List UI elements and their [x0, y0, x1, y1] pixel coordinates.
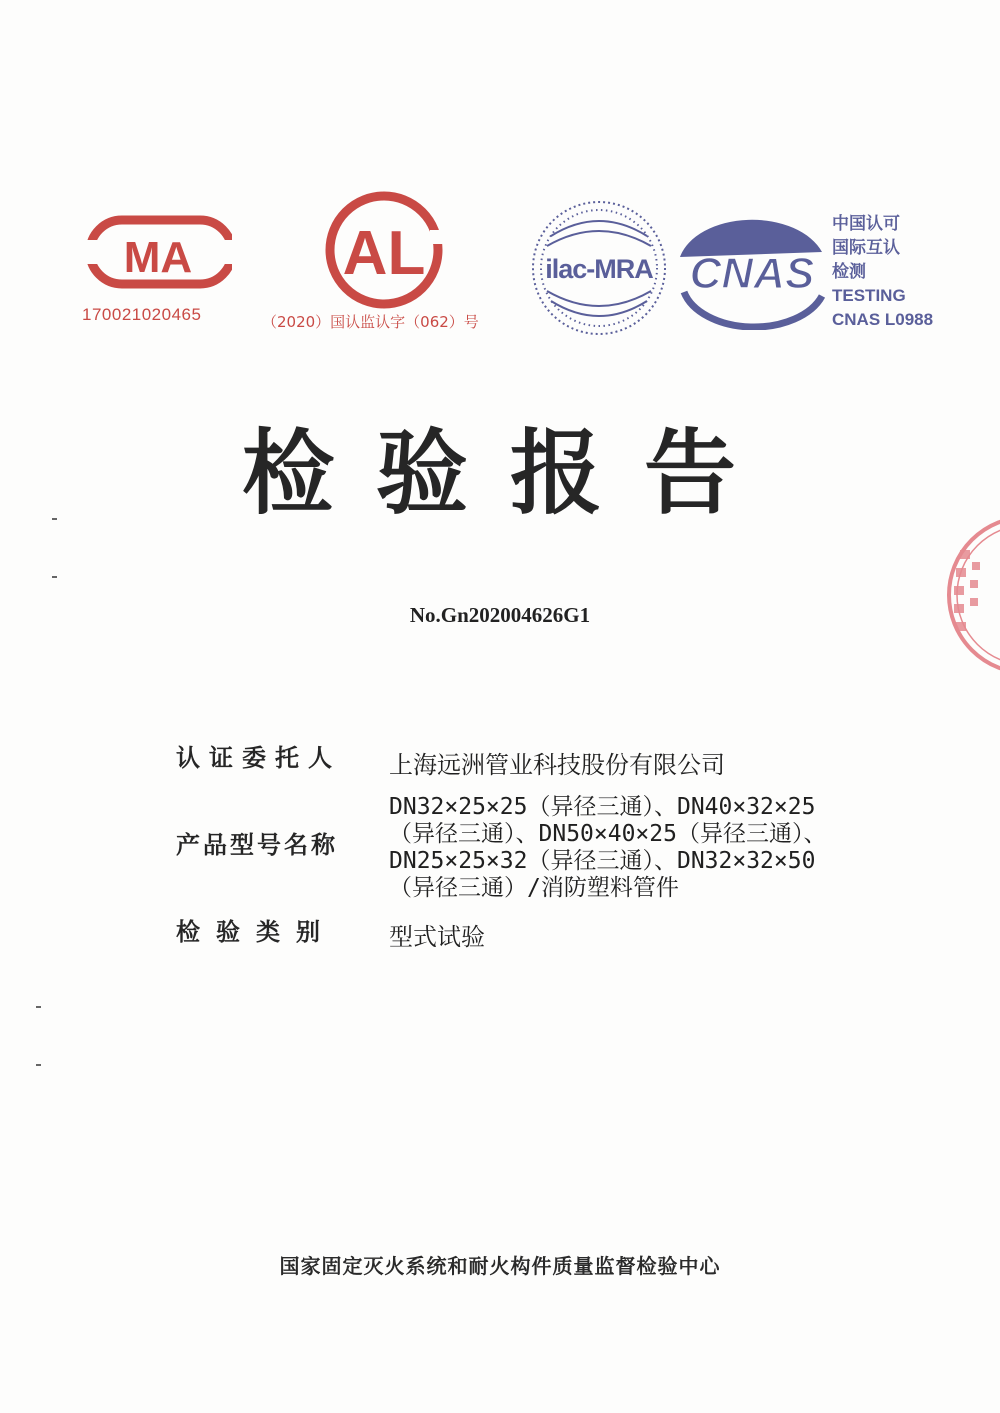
cal-number: （2020）国认监认字（062）号 [262, 313, 479, 331]
cnas-line-2: 国际互认 [832, 238, 900, 258]
cal-logo-mark: AL [342, 219, 426, 288]
product-label: 产品型号名称 [176, 831, 338, 859]
issuing-organization: 国家固定灭火系统和耐火构件质量监督检验中心 [279, 1254, 721, 1278]
scan-speck [52, 518, 57, 520]
report-title: 检验报告 [241, 420, 778, 527]
cma-number: 170021020465 [82, 305, 202, 324]
cnas-line-3: 检测 [832, 262, 866, 282]
ilac-mra-text: ilac-MRA [545, 254, 653, 284]
cal-logo [318, 190, 450, 310]
product-line-3: DN25×25×32（异径三通）、DN32×32×50 [389, 848, 816, 874]
client-label: 认证委托人 [176, 744, 341, 772]
inspection-type-value: 型式试验 [389, 923, 485, 951]
scan-speck [52, 576, 57, 578]
inspection-type-label: 检验类别 [176, 918, 336, 946]
client-value: 上海远洲管业科技股份有限公司 [389, 751, 725, 779]
cnas-accreditation-text [832, 212, 972, 332]
red-seal-partial [942, 510, 1000, 680]
cnas-logo [672, 212, 832, 330]
cma-logo-mark: MA [123, 233, 193, 282]
product-line-4: （异径三通）/消防塑料管件 [389, 875, 679, 901]
report-number: No.Gn202004626G1 [409, 603, 591, 627]
cnas-logo-mark: CNAS [689, 249, 815, 298]
cnas-line-4: TESTING [832, 286, 906, 305]
product-line-2: （异径三通）、DN50×40×25（异径三通）、 [389, 821, 827, 847]
cnas-line-1: 中国认可 [832, 214, 900, 234]
product-value [389, 794, 949, 902]
ilac-mra-logo [527, 196, 672, 341]
cnas-line-5: CNAS L0988 [832, 310, 934, 329]
product-line-1: DN32×25×25（异径三通）、DN40×32×25 [389, 794, 816, 820]
cma-logo [82, 212, 232, 292]
scan-speck [36, 1006, 41, 1008]
scan-speck [36, 1064, 41, 1066]
